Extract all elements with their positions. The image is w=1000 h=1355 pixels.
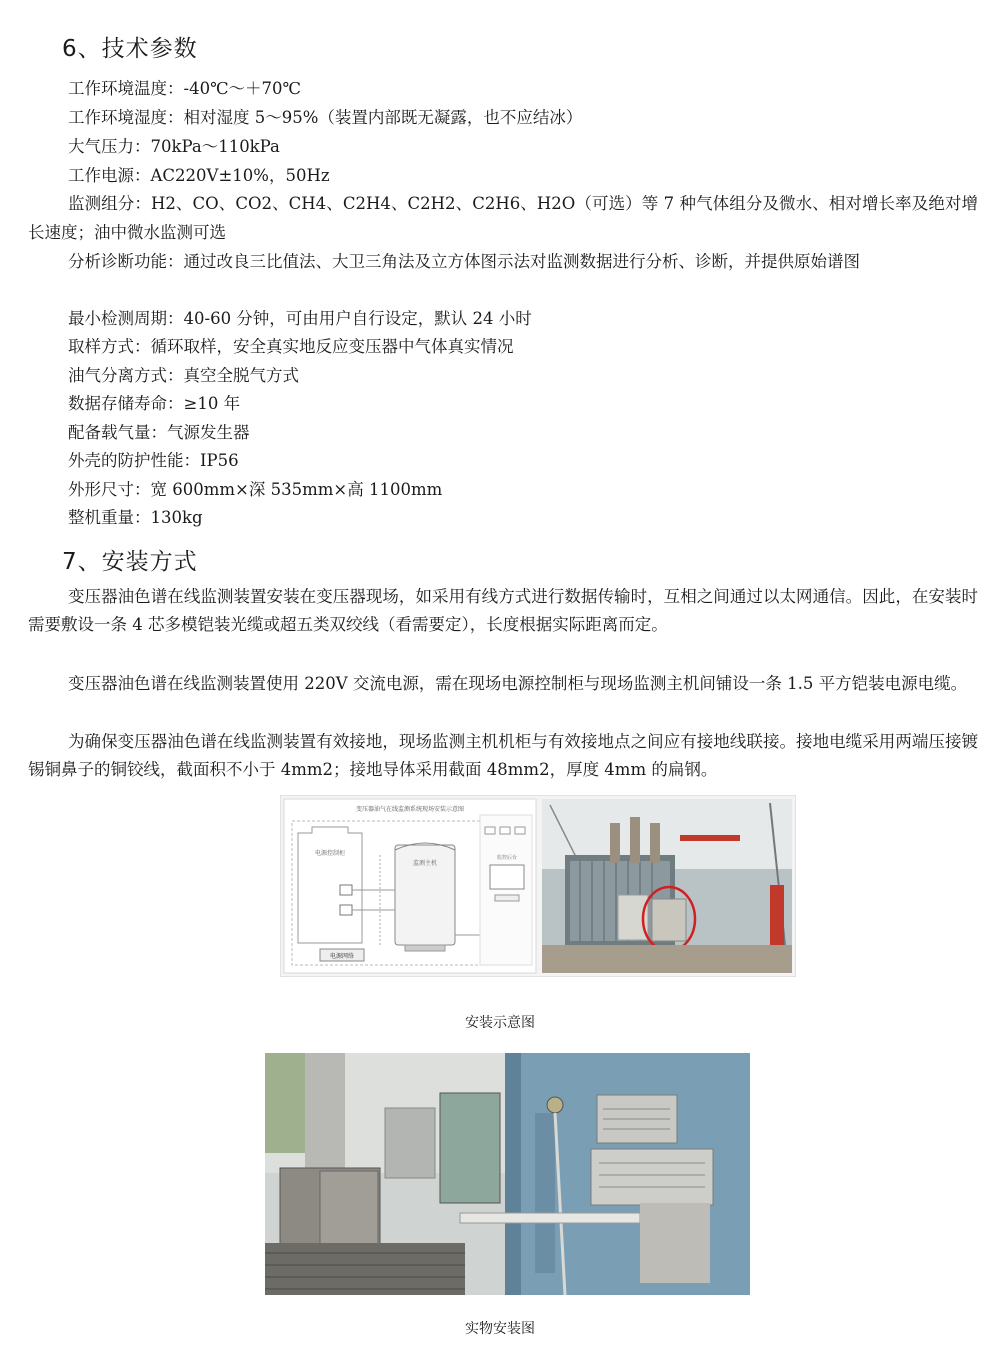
- label-host: 监测主机: [412, 860, 438, 867]
- install-paragraph-3: 为确保变压器油色谱在线监测装置有效接地，现场监测主机机柜与有效接地点之间应有接地线联接。接地电缆采用两端压接镀锡铜鼻子的铜铰线，截面积不小于 4mm2；接地导体采用截面 48mm2，厚度 4mm 的扁钢。: [28, 732, 978, 779]
- spec-diagnosis: 分析诊断功能：通过改良三比值法、大卫三角法及立方体图示法对监测数据进行分析、诊断，并提供原始谱图: [68, 252, 860, 271]
- spec-temperature: 工作环境温度：-40℃～＋70℃: [68, 79, 301, 98]
- diagram-title: 变压器油气在线监测系统现场安装示意图: [355, 806, 465, 813]
- spec-storage: 数据存储寿命：≥10 年: [68, 394, 241, 413]
- figure-1-caption: 安装示意图: [465, 1015, 535, 1031]
- spec-cycle: 最小检测周期：40-60 分钟，可由用户自行设定，默认 24 小时: [68, 309, 532, 328]
- section-6-title: 6、技术参数: [62, 36, 198, 62]
- install-schematic-image: [280, 795, 796, 977]
- label-monitor: 监控后台: [496, 855, 518, 861]
- spec-pressure: 大气压力：70kPa～110kPa: [68, 137, 280, 156]
- install-paragraph-2: 变压器油色谱在线监测装置使用 220V 交流电源，需在现场电源控制柜与现场监测主机间铺设一条 1.5 平方铠装电源电缆。: [68, 674, 968, 693]
- spec-separation: 油气分离方式：真空全脱气方式: [68, 366, 299, 385]
- section-7-title: 7、安装方式: [62, 549, 198, 575]
- spec-power: 工作电源：AC220V±10%，50Hz: [68, 166, 330, 185]
- label-power-cabinet: 电源控制柜: [314, 850, 346, 857]
- spec-sampling: 取样方式：循环取样，安全真实地反应变压器中气体真实情况: [68, 337, 514, 356]
- install-photo-figure: [265, 1053, 750, 1295]
- spec-dimensions: 外形尺寸：宽 600mm×深 535mm×高 1100mm: [68, 480, 443, 499]
- spec-weight: 整机重量：130kg: [68, 508, 203, 527]
- spec-humidity: 工作环境湿度：相对湿度 5～95%（装置内部既无凝露，也不应结冰）: [68, 108, 583, 127]
- spec-monitoring: 监测组分：H2、CO、CO2、CH4、C2H4、C2H2、C2H6、H2O（可选）等 7 种气体组分及微水、相对增长率及绝对增长速度；油中微水监测可选: [28, 194, 978, 242]
- label-power-net: 电源网络: [329, 953, 355, 960]
- spec-carrier-gas: 配备载气量：气源发生器: [68, 423, 250, 442]
- spec-protection: 外壳的防护性能：IP56: [68, 451, 239, 470]
- install-photo-image: [265, 1053, 750, 1295]
- install-schematic-figure: [280, 795, 796, 977]
- figure-2-caption: 实物安装图: [465, 1321, 535, 1337]
- install-paragraph-1: 变压器油色谱在线监测装置安装在变压器现场，如采用有线方式进行数据传输时，互相之间通过以太网通信。因此，在安装时需要敷设一条 4 芯多模铠装光缆或超五类双绞线（看需要定），长度根据实际距离而定。: [28, 587, 978, 634]
